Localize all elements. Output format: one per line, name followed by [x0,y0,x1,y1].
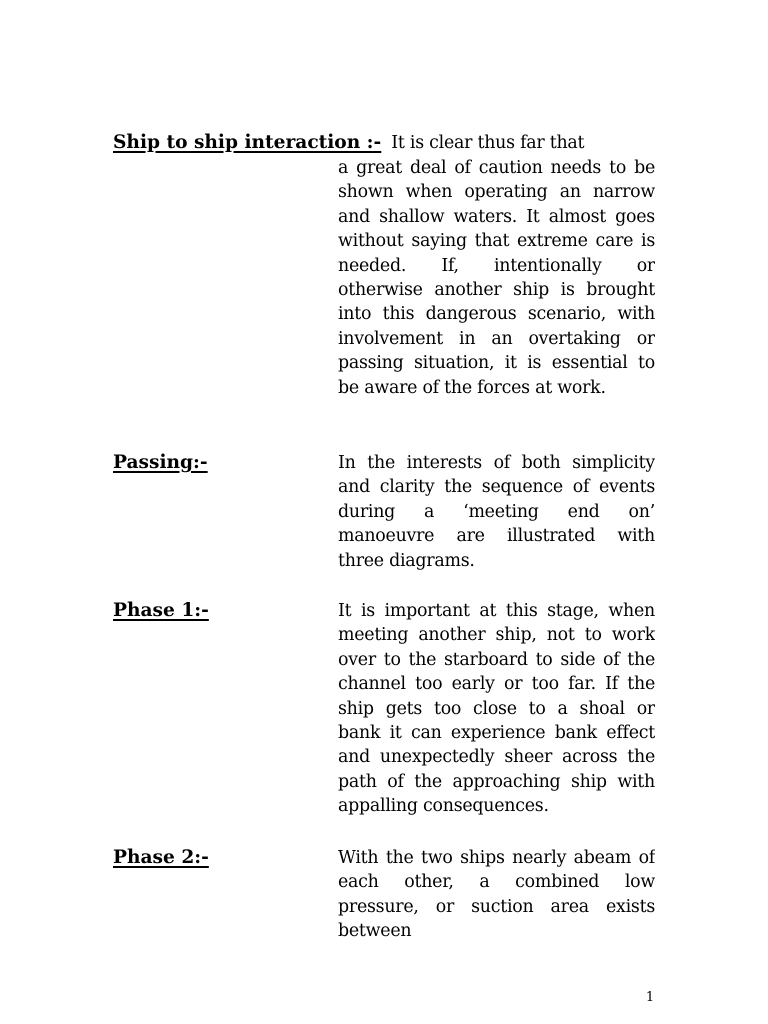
section-body-text-phase-1: It is important at this stage, when meeting another ship, not to work over to the starboard to side of the channel too early or too far. If the ship gets too close to a shoal or bank it can experience bank effect and unexpectedly sheer across the path of the approaching ship with appalling consequences. [338,601,655,817]
section-first-line [113,131,655,155]
section-heading-phase-1: Phase 1:- [113,600,209,621]
section-body-text: a great deal of caution needs to be shown when operating an narrow and shallow waters. It almost goes without saying that extreme care is needed. If, intentionally or otherwise another ship is brought into this dangerous scenario, with involvement in an overtaking or passing situation, it is essential to be aware of the forces at work. [338,158,655,398]
section-heading-passing: Passing:- [113,452,208,473]
page-number: 1 [645,990,655,1005]
section-heading-phase-2: Phase 2:- [113,847,209,868]
section-lead-text: It is clear thus far that [391,133,585,153]
section-heading: Ship to ship interaction :- [113,132,382,153]
section-ship-to-ship-interaction [113,131,655,155]
section-body-text-passing: In the interests of both simplicity and clarity the sequence of events during a ‘meeting end on’ manoeuvre are illustrated with three diagrams. [338,453,655,571]
section-body-text-phase-2: With the two ships nearly abeam of each other, a combined low pressure, or suction area exists between [338,848,655,942]
